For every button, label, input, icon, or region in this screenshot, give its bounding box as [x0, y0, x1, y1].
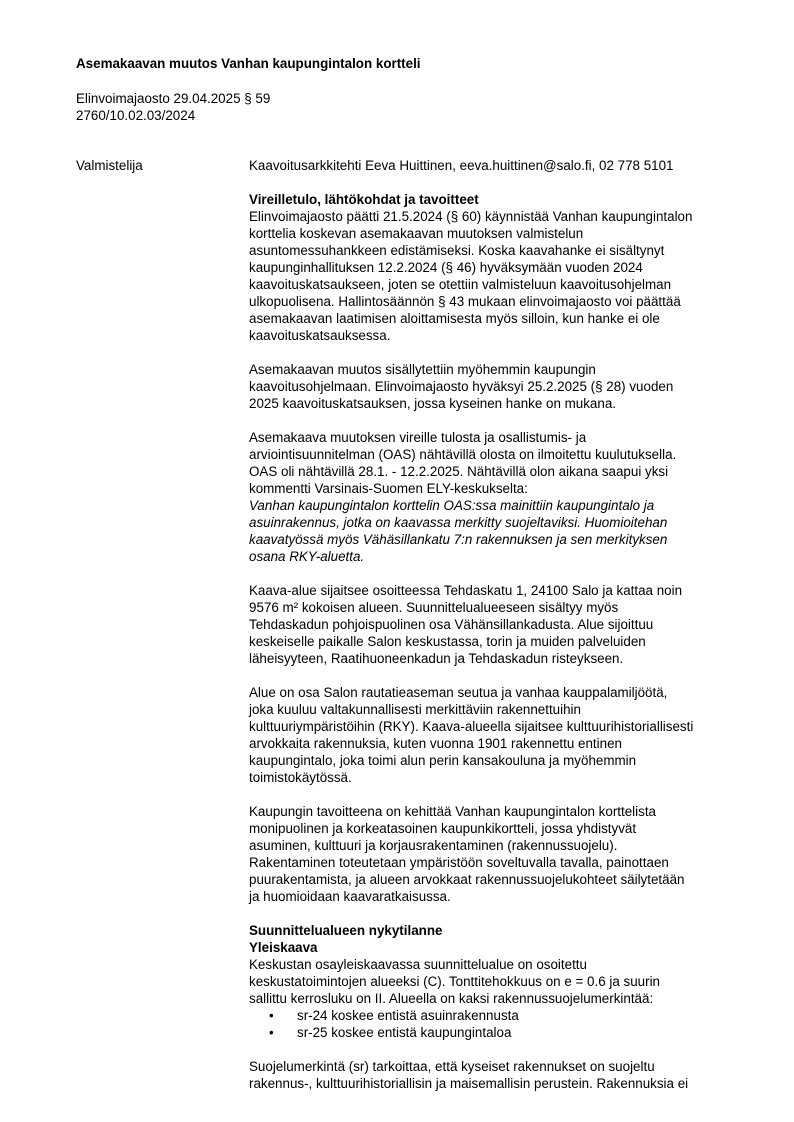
body-line: Suojelumerkintä (sr) tarkoittaa, että kyseiset rakennukset on suojeltu	[249, 1059, 655, 1074]
quoted-line: kaavatyössä myös Vähäsillankatu 7:n rakennuksen ja sen merkityksen	[249, 532, 668, 547]
bullet-icon: •	[269, 1025, 274, 1040]
body-line: asuminen, kulttuuri ja korjausrakentaminen (rakennussuojelu).	[249, 838, 618, 853]
body-line: rakennus-, kulttuurihistoriallisin ja maisemallisin perustein. Rakennuksia ei	[249, 1076, 689, 1091]
body-line: kommentti Varsinais-Suomen ELY-keskukselta:	[249, 481, 528, 496]
body-line: toimistokäytössä.	[249, 770, 352, 785]
section-heading: Suunnittelualueen nykytilanne	[249, 923, 443, 938]
paragraph-spacer	[249, 786, 749, 803]
bullet-text: sr-24 koskee entistä asuinrakennusta	[297, 1008, 519, 1023]
section-heading: Vireilletulo, lähtökohdat ja tavoitteet	[249, 192, 479, 207]
document-meta	[76, 90, 270, 124]
bullet-item	[249, 1007, 749, 1024]
paragraph-spacer	[249, 412, 749, 429]
body-line: Kaava-alue sijaitsee osoitteessa Tehdaskatu 1, 24100 Salo ja kattaa noin	[249, 583, 683, 598]
body-line: kulttuuriympäristöihin (RKY). Kaava-alueella sijaitsee kulttuurihistoriallisesti	[249, 719, 694, 734]
paragraph-spacer	[249, 344, 749, 361]
body-line: Keskustan osayleiskaavassa suunnittelualue on osoitettu	[249, 957, 587, 972]
meeting-reference: Elinvoimajaosto 29.04.2025 § 59	[76, 91, 271, 106]
body-line: kaupunginhallituksen 12.2.2024 (§ 46) hyväksymään vuoden 2024	[249, 260, 643, 275]
body-line: korttelia koskevan asemakaavan muutoksen valmistelun	[249, 226, 584, 241]
body-line: arvokkaita rakennuksia, kuten vuonna 1901 rakennettu entinen	[249, 736, 622, 751]
body-line: kaavoitusohjelmaan. Elinvoimajaosto hyväksyi 25.2.2025 (§ 28) vuoden	[249, 379, 674, 394]
bullet-text: sr-25 koskee entistä kaupungintaloa	[297, 1025, 512, 1040]
body-line: Kaavoitusarkkitehti Eeva Huittinen, eeva.huittinen@salo.fi, 02 778 5101	[249, 158, 674, 173]
body-line: Tehdaskadun pohjoispuolinen osa Vähänsillankadusta. Alue sijoittuu	[249, 617, 654, 632]
body-line: sallittu kerrosluku on II. Alueella on kaksi rakennussuojelumerkintää:	[249, 991, 654, 1006]
body-line: kaavoituskatsaukseen, joten se otettiin valmisteluun kaavoitusohjelman	[249, 277, 672, 292]
body-line: puurakentamista, ja alueen arvokkaat rakennussuojelukohteet säilytetään	[249, 872, 685, 887]
body-line: Alue on osa Salon rautatieaseman seutua ja vanhaa kauppalamiljöötä,	[249, 685, 668, 700]
body-line: monipuolinen ja korkeatasoinen kaupunkikortteli, jossa yhdistyvät	[249, 821, 637, 836]
body-line: kaavoituskatsauksessa.	[249, 328, 391, 343]
paragraph-spacer	[249, 905, 749, 922]
paragraph-spacer	[249, 565, 749, 582]
body-line: Elinvoimajaosto päätti 21.5.2024 (§ 60) käynnistää Vanhan kaupungintalon	[249, 209, 693, 224]
body-line: keskustatoimintojen alueeksi (C). Tonttitehokkuus on e = 0.6 ja suurin	[249, 974, 660, 989]
record-number: 2760/10.02.03/2024	[76, 108, 196, 123]
body-line: asuntomessuhankkeen edistämiseksi. Koska kaavahanke ei sisältynyt	[249, 243, 665, 258]
section-heading: Yleiskaava	[249, 940, 318, 955]
quoted-line: Vanhan kaupungintalon korttelin OAS:ssa mainittiin kaupungintalo ja	[249, 498, 655, 513]
body-line: 2025 kaavoituskatsauksen, jossa kyseinen hanke on mukana.	[249, 396, 616, 411]
paragraph-spacer	[249, 1041, 749, 1058]
paragraph-spacer	[249, 667, 749, 684]
body-line: läheisyyteen, Raatihuoneenkadun ja Tehdaskadun risteykseen.	[249, 651, 624, 666]
body-line: kaupungintalo, joka toimi alun perin kansakouluna ja myöhemmin	[249, 753, 637, 768]
body-line: Kaupungin tavoitteena on kehittää Vanhan kaupungintalon korttelista	[249, 804, 656, 819]
body-line: ulkopuolisena. Hallintosäännön § 43 mukaan elinvoimajaosto voi päättää	[249, 294, 681, 309]
body-line: ja huomioidaan kaavaratkaisussa.	[249, 889, 451, 904]
body-line: asemakaavan laatimisen aloittamisesta myös silloin, kun hanke ei ole	[249, 311, 660, 326]
quoted-line: osana RKY-aluetta.	[249, 549, 365, 564]
quoted-line: asuinrakennus, jotka on kaavassa merkitty suojeltaviksi. Huomioitehan	[249, 515, 668, 530]
body-line: Rakentaminen toteutetaan ympäristöön soveltuvalla tavalla, painottaen	[249, 855, 669, 870]
bullet-item	[249, 1024, 749, 1041]
body-line: joka kuuluu valtakunnallisesti merkittäviin rakennettuihin	[249, 702, 581, 717]
body-line: keskeiselle paikalle Salon keskustassa, torin ja muiden palveluiden	[249, 634, 646, 649]
preparer-label: Valmistelija	[76, 158, 143, 173]
document-body	[249, 157, 749, 1092]
paragraph-spacer	[249, 174, 749, 191]
document-title: Asemakaavan muutos Vanhan kaupungintalon kortteli	[76, 56, 421, 71]
body-line: OAS oli nähtävillä 28.1. - 12.2.2025. Nähtävillä olon aikana saapui yksi	[249, 464, 669, 479]
body-line: arviointisuunnitelman (OAS) nähtävillä olosta on ilmoitettu kuulutuksella.	[249, 447, 677, 462]
body-line: Asemakaavan muutos sisällytettiin myöhemmin kaupungin	[249, 362, 596, 377]
body-line: Asemakaava muutoksen vireille tulosta ja osallistumis- ja	[249, 430, 587, 445]
bullet-icon: •	[269, 1008, 274, 1023]
body-line: 9576 m² kokoisen alueen. Suunnittelualueeseen sisältyy myös	[249, 600, 619, 615]
